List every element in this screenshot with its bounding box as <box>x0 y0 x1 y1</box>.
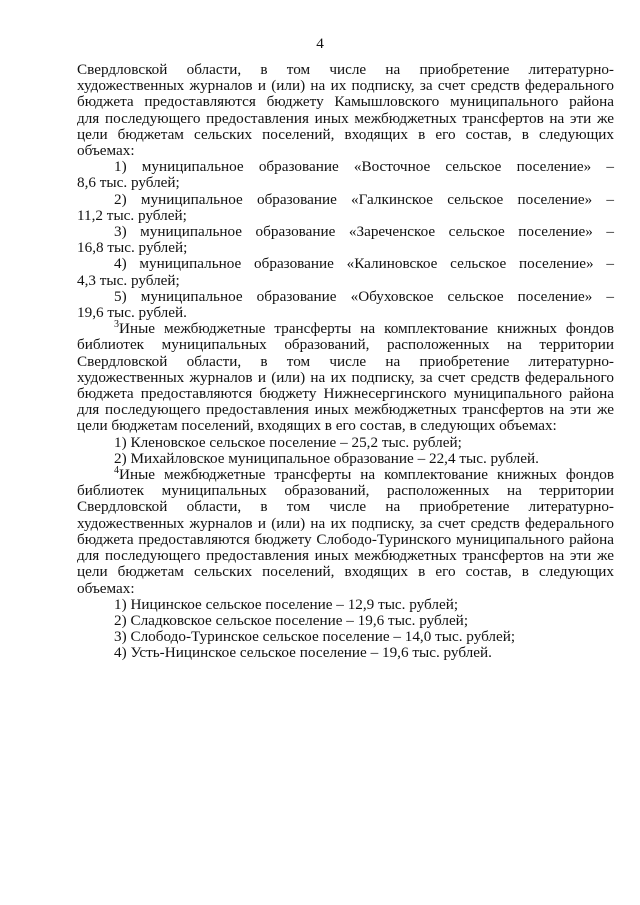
text-line <box>77 370 614 386</box>
text-line-content: художественных журналов и (или) на их подписку, за счет средств федерального <box>77 368 614 386</box>
text-line <box>77 418 614 434</box>
text-line-content: Иные межбюджетные трансферты на комплектование книжных фондов <box>119 466 614 484</box>
text-line <box>77 111 614 127</box>
text-line <box>77 256 614 272</box>
text-line <box>77 208 614 224</box>
text-line <box>77 289 614 305</box>
text-line-content: объемах: <box>77 142 135 160</box>
text-line-content: Свердловской области, в том числе на приобретение литературно- <box>77 61 614 78</box>
text-line-content: 1) муниципальное образование «Восточное сельское поселение» – <box>114 158 614 176</box>
text-line-content: художественных журналов и (или) на их подписку, за счет средств федерального <box>77 77 614 95</box>
text-line-content: объемах: <box>77 579 135 597</box>
text-line-content: 4) муниципальное образование «Калиновское сельское поселение» – <box>114 255 614 273</box>
text-line-content: цели бюджетам сельских поселений, входящих в его состав, в следующих <box>77 563 614 581</box>
text-line-content: Свердловской области, в том числе на приобретение литературно- <box>77 352 614 370</box>
text-line-content: цели бюджетам поселений, входящих в его состав, в следующих объемах: <box>77 417 557 435</box>
text-line <box>77 597 614 613</box>
text-line <box>77 516 614 532</box>
text-line-content: 2) Сладковское сельское поселение – 19,6 тыс. рублей; <box>114 611 469 629</box>
text-line-content: 8,6 тыс. рублей; <box>77 174 180 192</box>
text-line <box>77 467 614 483</box>
text-line-content: бюджета предоставляются бюджету Нижнесергинского муниципального района <box>77 385 614 403</box>
footnote-marker: 4 <box>114 465 119 477</box>
text-line <box>77 483 614 499</box>
text-line <box>77 273 614 289</box>
text-line-content: 3) муниципальное образование «Зареченское сельское поселение» – <box>114 223 614 241</box>
text-line <box>77 127 614 143</box>
text-line-content: художественных журналов и (или) на их подписку, за счет средств федерального <box>77 514 614 532</box>
text-line <box>77 629 614 645</box>
text-line-content: бюджета предоставляются бюджету Слободо-Туринского муниципального района <box>77 530 614 548</box>
text-line <box>77 240 614 256</box>
text-line <box>77 305 614 321</box>
text-line-content: Иные межбюджетные трансферты на комплектование книжных фондов <box>119 320 614 338</box>
text-line <box>77 532 614 548</box>
text-line-content: бюджета предоставляются бюджету Камышловского муниципального района <box>77 93 614 111</box>
text-line-content: цели бюджетам сельских поселений, входящих в его состав, в следующих <box>77 125 614 143</box>
text-line-content: 1) Ницинское сельское поселение – 12,9 тыс. рублей; <box>114 595 459 613</box>
text-line <box>77 435 614 451</box>
text-line <box>77 386 614 402</box>
text-line <box>77 451 614 467</box>
text-line-content: для последующего предоставления иных межбюджетных трансфертов на эти же <box>77 547 614 565</box>
text-line <box>77 337 614 353</box>
text-line-content: 2) муниципальное образование «Галкинское сельское поселение» – <box>114 190 614 208</box>
text-line-content: 19,6 тыс. рублей. <box>77 304 187 322</box>
text-line-content: для последующего предоставления иных межбюджетных трансфертов на эти же <box>77 401 614 419</box>
text-line <box>77 321 614 337</box>
text-line <box>77 354 614 370</box>
text-line <box>77 499 614 515</box>
text-line-content: Свердловской области, в том числе на приобретение литературно- <box>77 498 614 516</box>
text-line <box>77 564 614 580</box>
document-body <box>77 62 614 662</box>
text-line <box>77 143 614 159</box>
text-line-content: библиотек муниципальных образований, расположенных на территории <box>77 336 614 354</box>
text-line-content: 3) Слободо-Туринское сельское поселение – 14,0 тыс. рублей; <box>114 628 516 646</box>
text-line-content: библиотек муниципальных образований, расположенных на территории <box>77 482 614 500</box>
text-line <box>77 581 614 597</box>
text-line-content: 11,2 тыс. рублей; <box>77 206 187 224</box>
text-line <box>77 613 614 629</box>
text-line <box>77 94 614 110</box>
text-line <box>77 224 614 240</box>
text-line-content: 5) муниципальное образование «Обуховское сельское поселение» – <box>114 287 614 305</box>
text-line-content: 16,8 тыс. рублей; <box>77 239 188 257</box>
text-line <box>77 175 614 191</box>
text-line <box>77 62 614 78</box>
text-line <box>77 78 614 94</box>
text-line-content: 4) Усть-Ницинское сельское поселение – 19,6 тыс. рублей. <box>114 644 492 662</box>
text-line <box>77 402 614 418</box>
text-line-content: 4,3 тыс. рублей; <box>77 271 180 289</box>
page-number: 4 <box>316 35 324 52</box>
text-line <box>77 192 614 208</box>
text-line <box>77 645 614 661</box>
text-line-content: 2) Михайловское муниципальное образование – 22,4 тыс. рублей. <box>114 449 539 467</box>
text-line <box>77 548 614 564</box>
text-line <box>77 159 614 175</box>
text-line-content: 1) Кленовское сельское поселение – 25,2 тыс. рублей; <box>114 433 462 451</box>
footnote-marker: 3 <box>114 319 119 331</box>
text-line-content: для последующего предоставления иных межбюджетных трансфертов на эти же <box>77 109 614 127</box>
